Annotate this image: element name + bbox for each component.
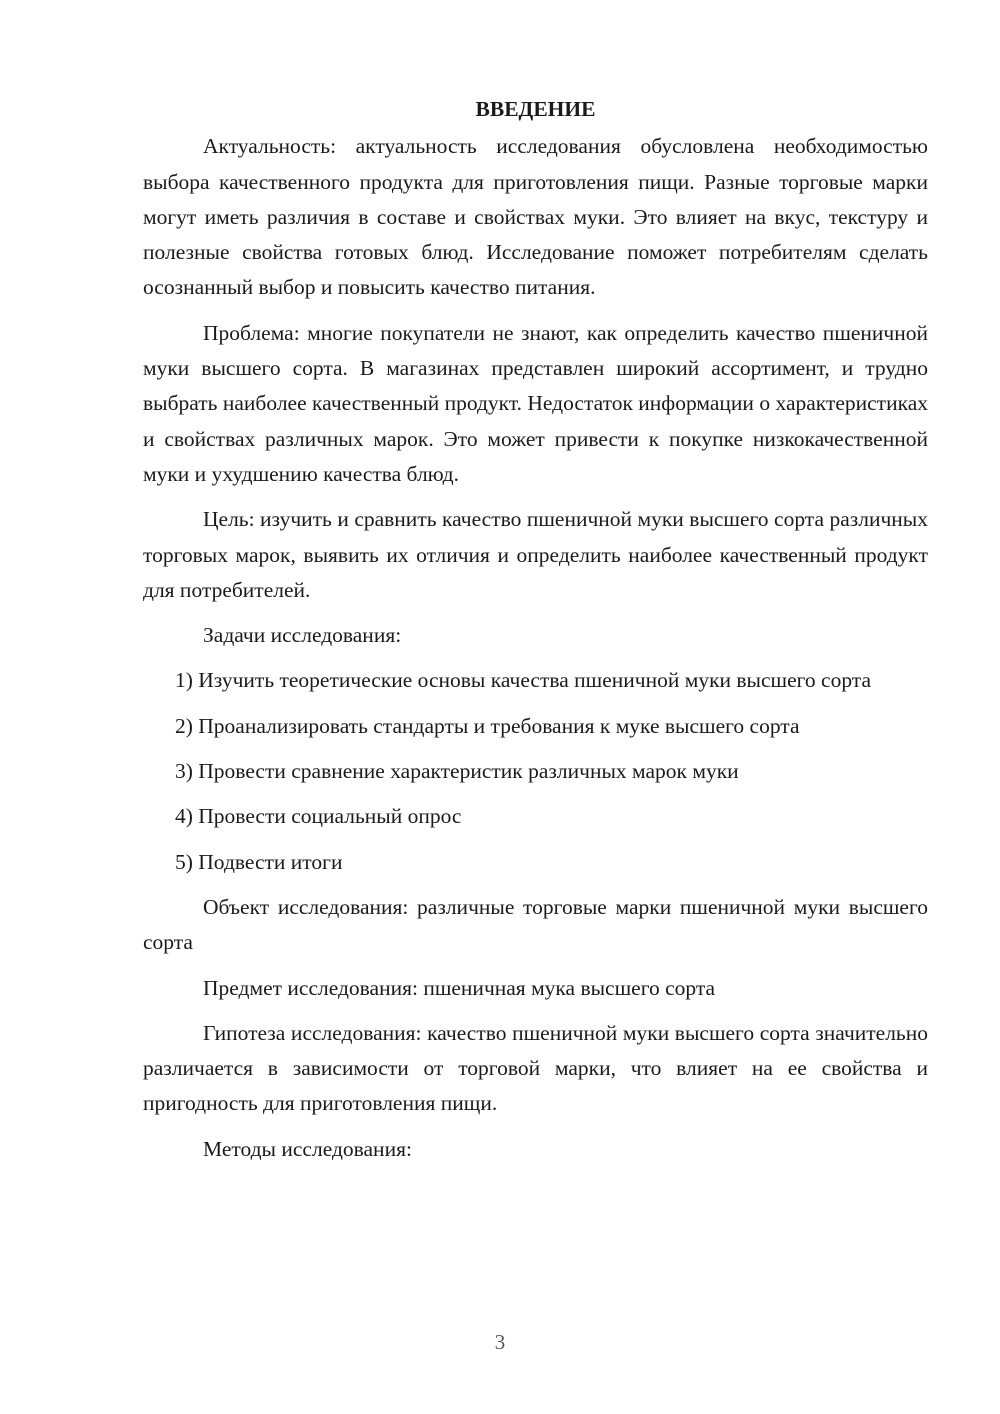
- subject-paragraph: Предмет исследования: пшеничная мука высшего сорта: [203, 975, 716, 1000]
- tasks-title: Задачи исследования:: [203, 623, 402, 648]
- problem-paragraph: Проблема: многие покупатели не знают, как определить качество пшеничной муки высшего сорта. В магазинах представлен широкий ассортимент, и трудно выбрать наиболее качественный продукт. Недостаток информации о характеристиках и свойствах различных марок. Это может привести к покупке низкокачественной муки и ухудшению качества блюд.: [143, 320, 928, 486]
- goal-paragraph: Цель: изучить и сравнить качество пшеничной муки высшего сорта различных торговых марок, выявить их отличия и определить наиболее качественный продукт для потребителей.: [143, 507, 928, 602]
- task-item: 3) Провести сравнение характеристик различных марок муки: [175, 759, 739, 784]
- hypothesis-paragraph: Гипотеза исследования: качество пшеничной муки высшего сорта значительно различается в зависимости от торговой марки, что влияет на ее свойства и пригодность для приготовления пищи.: [143, 1020, 928, 1116]
- task-item: 2) Проанализировать стандарты и требования к муке высшего сорта: [175, 713, 800, 738]
- object-paragraph: Объект исследования: различные торговые марки пшеничной муки высшего сорта: [143, 894, 928, 955]
- task-item: 4) Провести социальный опрос: [175, 804, 462, 829]
- task-item: 1) Изучить теоретические основы качества пшеничной муки высшего сорта: [175, 668, 872, 693]
- relevance-paragraph: Актуальность: актуальность исследования обусловлена необходимостью выбора качественного продукта для приготовления пищи. Разные торговые марки могут иметь различия в составе и свойствах муки. Это влияет на вкус, текстуру и полезные свойства готовых блюд. Исследование поможет потребителям сделать осознанный выбор и повысить качество питания.: [143, 134, 928, 300]
- page-number: 3: [494, 1330, 506, 1354]
- task-item: 5) Подвести итоги: [175, 849, 343, 874]
- tasks-list: [143, 663, 928, 879]
- document-page: [143, 92, 928, 1177]
- methods-paragraph: Методы исследования:: [203, 1136, 412, 1161]
- section-heading: ВВЕДЕНИЕ: [475, 97, 596, 121]
